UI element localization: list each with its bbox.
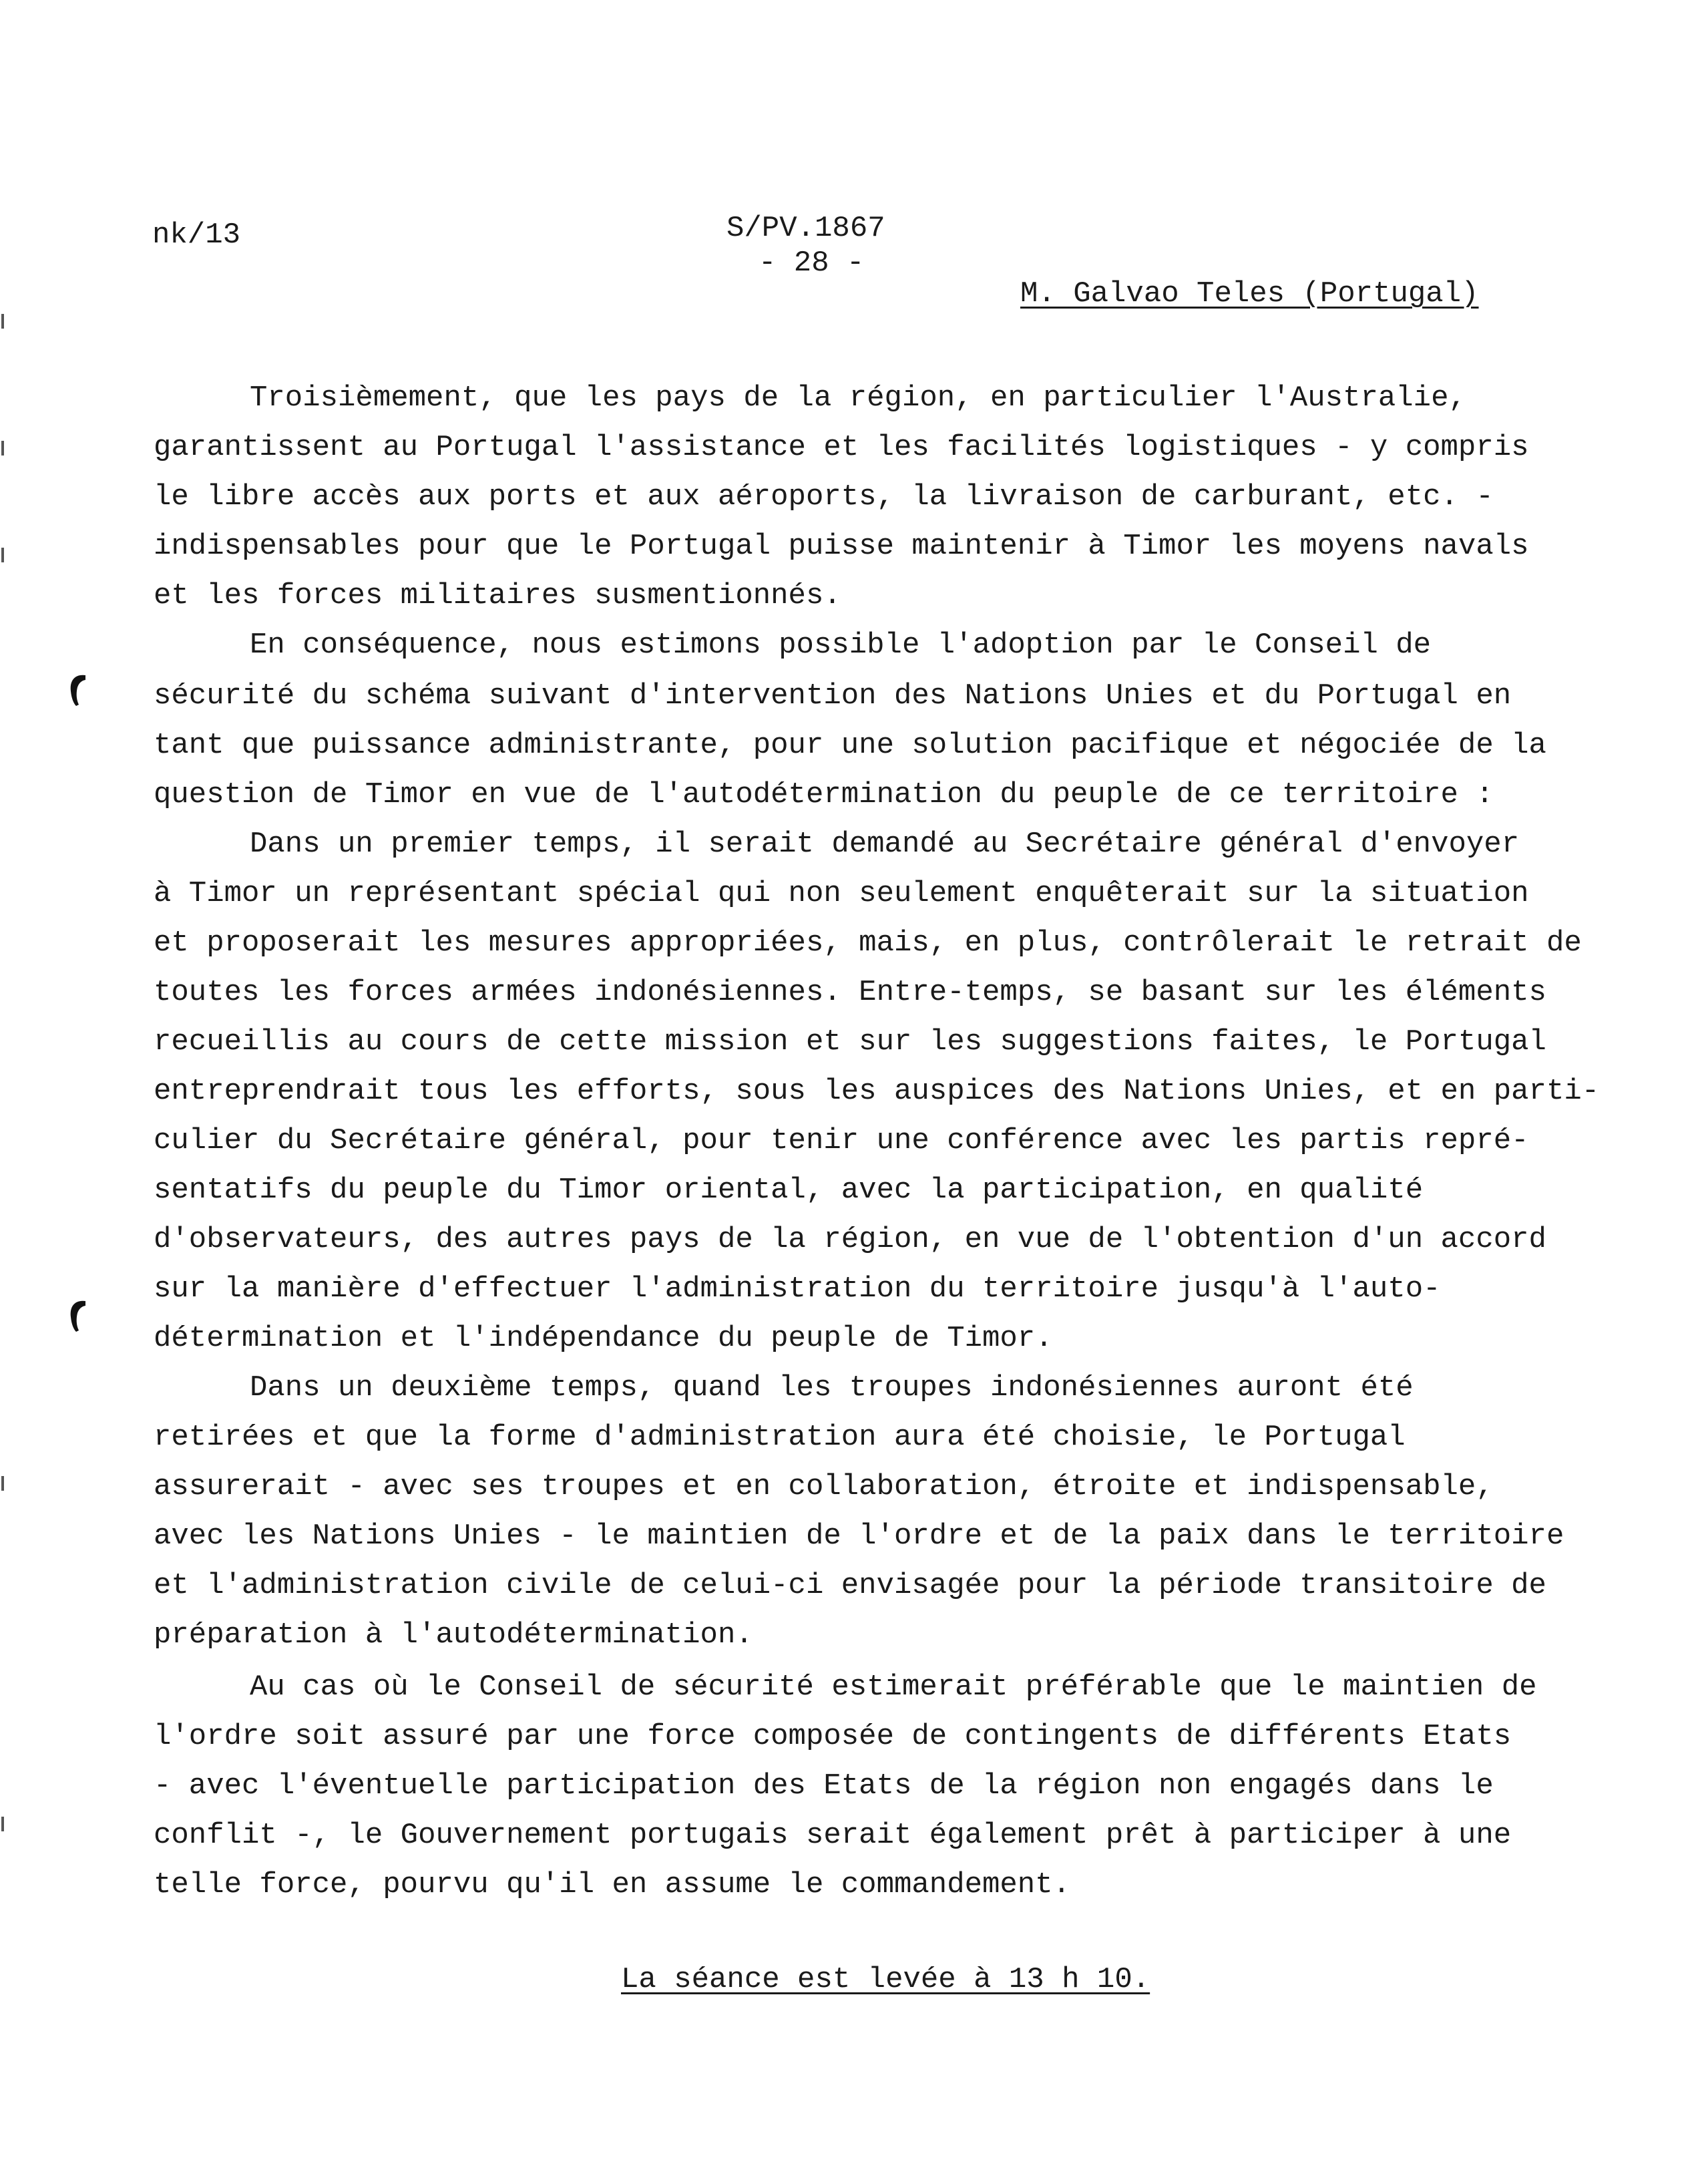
text-line: et proposerait les mesures appropriées, mais, en plus, contrôlerait le retrait de: [154, 926, 1582, 960]
reference-code: nk/13: [152, 218, 241, 252]
text-line: telle force, pourvu qu'il en assume le commandement.: [154, 1868, 1071, 1901]
text-line: préparation à l'autodétermination.: [154, 1618, 753, 1652]
text-line: entreprendrait tous les efforts, sous les auspices des Nations Unies, et en parti-: [154, 1075, 1600, 1108]
text-line: d'observateurs, des autres pays de la région, en vue de l'obtention d'un accord: [154, 1223, 1546, 1256]
text-line: question de Timor en vue de l'autodétermination du peuple de ce territoire :: [154, 778, 1494, 811]
text-line: indispensables pour que le Portugal puisse maintenir à Timor les moyens navals: [154, 530, 1529, 563]
edge-mark: [1, 548, 4, 562]
text-line: Dans un deuxième temps, quand les troupes indonésiennes auront été: [250, 1371, 1414, 1405]
document-symbol: S/PV.1867: [726, 212, 885, 245]
text-line: à Timor un représentant spécial qui non seulement enquêterait sur la situation: [154, 877, 1529, 910]
text-line: toutes les forces armées indonésiennes. Entre-temps, se basant sur les éléments: [154, 976, 1546, 1009]
text-line: garantissent au Portugal l'assistance et les facilités logistiques - y compris: [154, 431, 1529, 464]
edge-mark: [1, 314, 4, 329]
edge-mark: [1, 1817, 4, 1831]
text-line: En conséquence, nous estimons possible l'adoption par le Conseil de: [250, 628, 1432, 662]
page-number: - 28 -: [759, 246, 865, 280]
text-line: assurerait - avec ses troupes et en collaboration, étroite et indispensable,: [154, 1470, 1494, 1503]
text-line: - avec l'éventuelle participation des Etats de la région non engagés dans le: [154, 1769, 1494, 1803]
text-line: détermination et l'indépendance du peuple de Timor.: [154, 1322, 1053, 1355]
text-line: avec les Nations Unies - le maintien de l'ordre et de la paix dans le territoire: [154, 1519, 1564, 1553]
text-line: retirées et que la forme d'administration aura été choisie, le Portugal: [154, 1421, 1406, 1454]
closing-statement: La séance est levée à 13 h 10.: [621, 1963, 1150, 1996]
text-line: tant que puissance administrante, pour une solution pacifique et négociée de la: [154, 729, 1546, 762]
text-line: et les forces militaires susmentionnés.: [154, 579, 841, 612]
text-line: sur la manière d'effectuer l'administration du territoire jusqu'à l'auto-: [154, 1272, 1441, 1306]
speaker-heading: M. Galvao Teles (Portugal): [1020, 277, 1479, 311]
text-line: Troisièmement, que les pays de la région, en particulier l'Australie,: [250, 381, 1466, 415]
text-line: l'ordre soit assuré par une force composée de contingents de différents Etats: [154, 1720, 1512, 1753]
text-line: recueillis au cours de cette mission et sur les suggestions faites, le Portugal: [154, 1025, 1546, 1059]
text-line: sentatifs du peuple du Timor oriental, avec la participation, en qualité: [154, 1173, 1424, 1207]
text-line: Dans un premier temps, il serait demandé au Secrétaire général d'envoyer: [250, 828, 1520, 861]
text-line: culier du Secrétaire général, pour tenir une conférence avec les partis repré-: [154, 1124, 1529, 1157]
text-line: le libre accès aux ports et aux aéroports, la livraison de carburant, etc. -: [154, 480, 1494, 514]
hole-punch-mark: [67, 671, 87, 707]
hole-punch-mark: [67, 1297, 87, 1333]
text-line: Au cas où le Conseil de sécurité estimerait préférable que le maintien de: [250, 1670, 1537, 1704]
edge-mark: [1, 441, 4, 456]
text-line: conflit -, le Gouvernement portugais serait également prêt à participer à une: [154, 1819, 1512, 1852]
text-line: sécurité du schéma suivant d'intervention des Nations Unies et du Portugal en: [154, 679, 1512, 713]
text-line: et l'administration civile de celui-ci envisagée pour la période transitoire de: [154, 1569, 1546, 1602]
edge-mark: [1, 1476, 4, 1491]
